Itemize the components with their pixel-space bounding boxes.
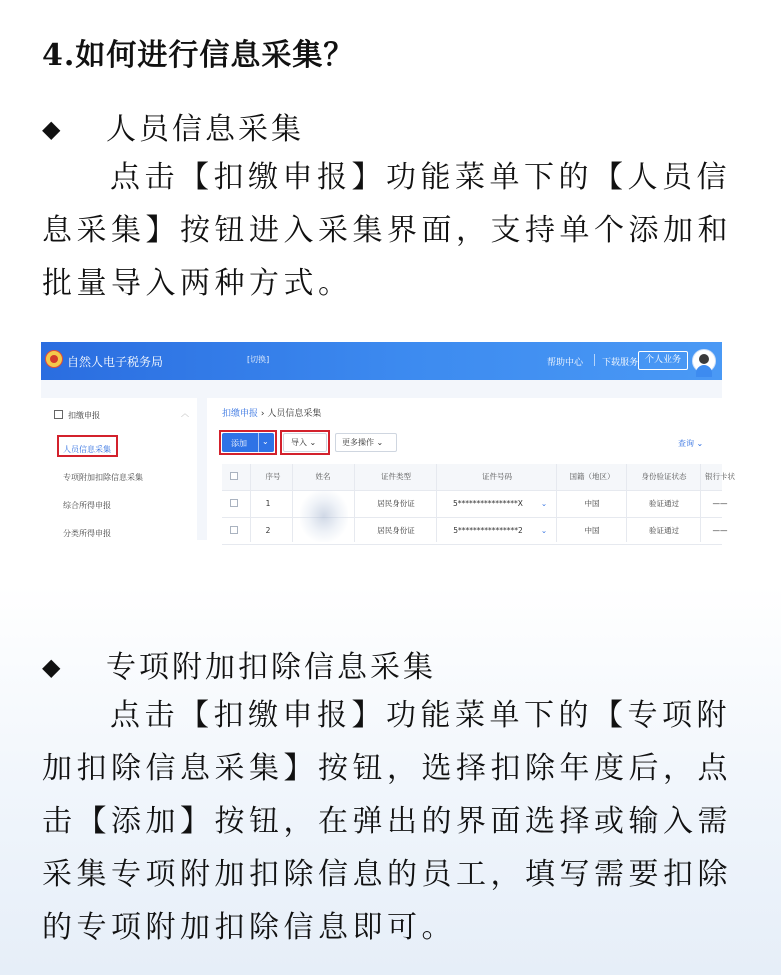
tax-emblem-icon (45, 350, 63, 368)
paragraph-line: 批量导入两种方式。 (42, 266, 353, 301)
chevron-down-icon[interactable]: ⌄ (540, 526, 548, 535)
cell-bank-status: —— (712, 499, 728, 508)
section2-title-line (42, 642, 436, 686)
column-divider (700, 464, 701, 542)
diamond-bullet-icon: ◆ (42, 653, 64, 681)
highlight-box-personnel (57, 435, 118, 457)
highlight-box-add (219, 430, 277, 455)
page-heading: 4.如何进行信息采集？ (42, 38, 355, 73)
menu-group-icon (54, 410, 63, 419)
sidebar-group-withholding[interactable] (54, 410, 100, 421)
section2-paragraph (42, 689, 742, 954)
column-divider (250, 464, 251, 542)
paragraph-line: 加扣除信息采集】按钮，选择扣除年度后，点 (42, 751, 732, 786)
paragraph-line: 点击【扣缴申报】功能菜单下的【人员信 (110, 160, 731, 195)
header-verify-status: 身份验证状态 (641, 472, 687, 481)
more-actions-button[interactable]: 更多操作 ⌄ (335, 433, 397, 452)
header-nationality: 国籍（地区） (569, 472, 615, 481)
row-checkbox[interactable] (230, 526, 238, 534)
cell-nationality: 中国 (584, 499, 600, 508)
breadcrumb-parent[interactable]: 扣缴申报 (222, 409, 259, 419)
chevron-up-icon[interactable]: ︿ (181, 409, 189, 418)
header-id-type: 证件类型 (381, 472, 411, 481)
row-checkbox[interactable] (230, 499, 238, 507)
paragraph-line: 息采集】按钮进入采集界面，支持单个添加和 (42, 213, 732, 248)
header-no: 序号 (265, 472, 281, 481)
app-title: 自然人电子税务局 (67, 355, 164, 369)
user-avatar-icon[interactable] (692, 349, 716, 373)
column-divider (292, 464, 293, 542)
paragraph-line: 点击【扣缴申报】功能菜单下的【专项附 (110, 698, 731, 733)
main-content (207, 398, 735, 540)
sidebar-item-classified-income[interactable]: 分类所得申报 (63, 529, 111, 538)
cell-no: 1 (265, 499, 271, 508)
cell-no: 2 (265, 526, 271, 535)
cell-id-number: 5****************X (453, 499, 523, 508)
app-header (41, 342, 722, 380)
import-button[interactable]: 导入 ⌄ (283, 433, 327, 452)
header-bank-status: 银行卡状 (705, 472, 735, 481)
cell-id-type: 居民身份证 (377, 526, 415, 535)
cell-verify-status: 验证通过 (649, 499, 679, 508)
chevron-down-icon[interactable]: ⌄ (262, 437, 269, 446)
embedded-screenshot (41, 342, 735, 540)
column-divider (556, 464, 557, 542)
help-center-link[interactable]: 帮助中心 (547, 358, 584, 368)
header-name: 姓名 (315, 472, 331, 481)
personal-business-button[interactable]: 个人业务 (638, 351, 688, 370)
download-service-link[interactable]: 下载服务 (602, 358, 639, 368)
personnel-table (222, 464, 735, 545)
section1-title-line (42, 104, 304, 148)
blurred-name-area (300, 490, 348, 542)
paragraph-line: 的专项附加扣除信息即可。 (42, 910, 456, 945)
column-divider (626, 464, 627, 542)
sidebar-item-comprehensive-income[interactable]: 综合所得申报 (63, 501, 111, 510)
breadcrumb (222, 406, 321, 419)
section1-paragraph (42, 151, 742, 310)
select-all-checkbox[interactable] (230, 472, 238, 480)
cell-verify-status: 验证通过 (649, 526, 679, 535)
table-header-row (222, 464, 735, 491)
header-id-number: 证件号码 (482, 472, 512, 481)
sidebar-item-personnel-info[interactable]: 人员信息采集 (63, 445, 111, 454)
highlight-box-import (280, 430, 330, 455)
breadcrumb-separator: › (260, 409, 265, 419)
section1-title: 人员信息采集 (106, 112, 304, 147)
add-button-label: 添加 (231, 439, 247, 448)
sidebar (41, 398, 197, 540)
column-divider (354, 464, 355, 542)
query-link[interactable]: 查询 ⌄ (678, 439, 704, 448)
header-separator (594, 354, 595, 366)
breadcrumb-current: 人员信息采集 (267, 409, 322, 419)
cell-nationality: 中国 (584, 526, 600, 535)
table-row[interactable] (222, 491, 728, 518)
table-row[interactable] (222, 518, 728, 545)
sidebar-group-label: 扣缴申报 (68, 411, 100, 420)
sidebar-item-special-deduction[interactable]: 专项附加扣除信息采集 (63, 473, 143, 482)
chevron-down-icon[interactable]: ⌄ (540, 499, 548, 508)
cell-bank-status: —— (712, 526, 728, 535)
paragraph-line: 击【添加】按钮，在弹出的界面选择或输入需 (42, 804, 732, 839)
cell-id-type: 居民身份证 (377, 499, 415, 508)
cell-id-number: 5****************2 (453, 526, 523, 535)
paragraph-line: 采集专项附加扣除信息的员工，填写需要扣除 (42, 857, 732, 892)
switch-button[interactable]: [切换] (247, 355, 270, 364)
diamond-bullet-icon: ◆ (42, 115, 64, 143)
section2-title: 专项附加扣除信息采集 (106, 650, 436, 685)
column-divider (436, 464, 437, 542)
